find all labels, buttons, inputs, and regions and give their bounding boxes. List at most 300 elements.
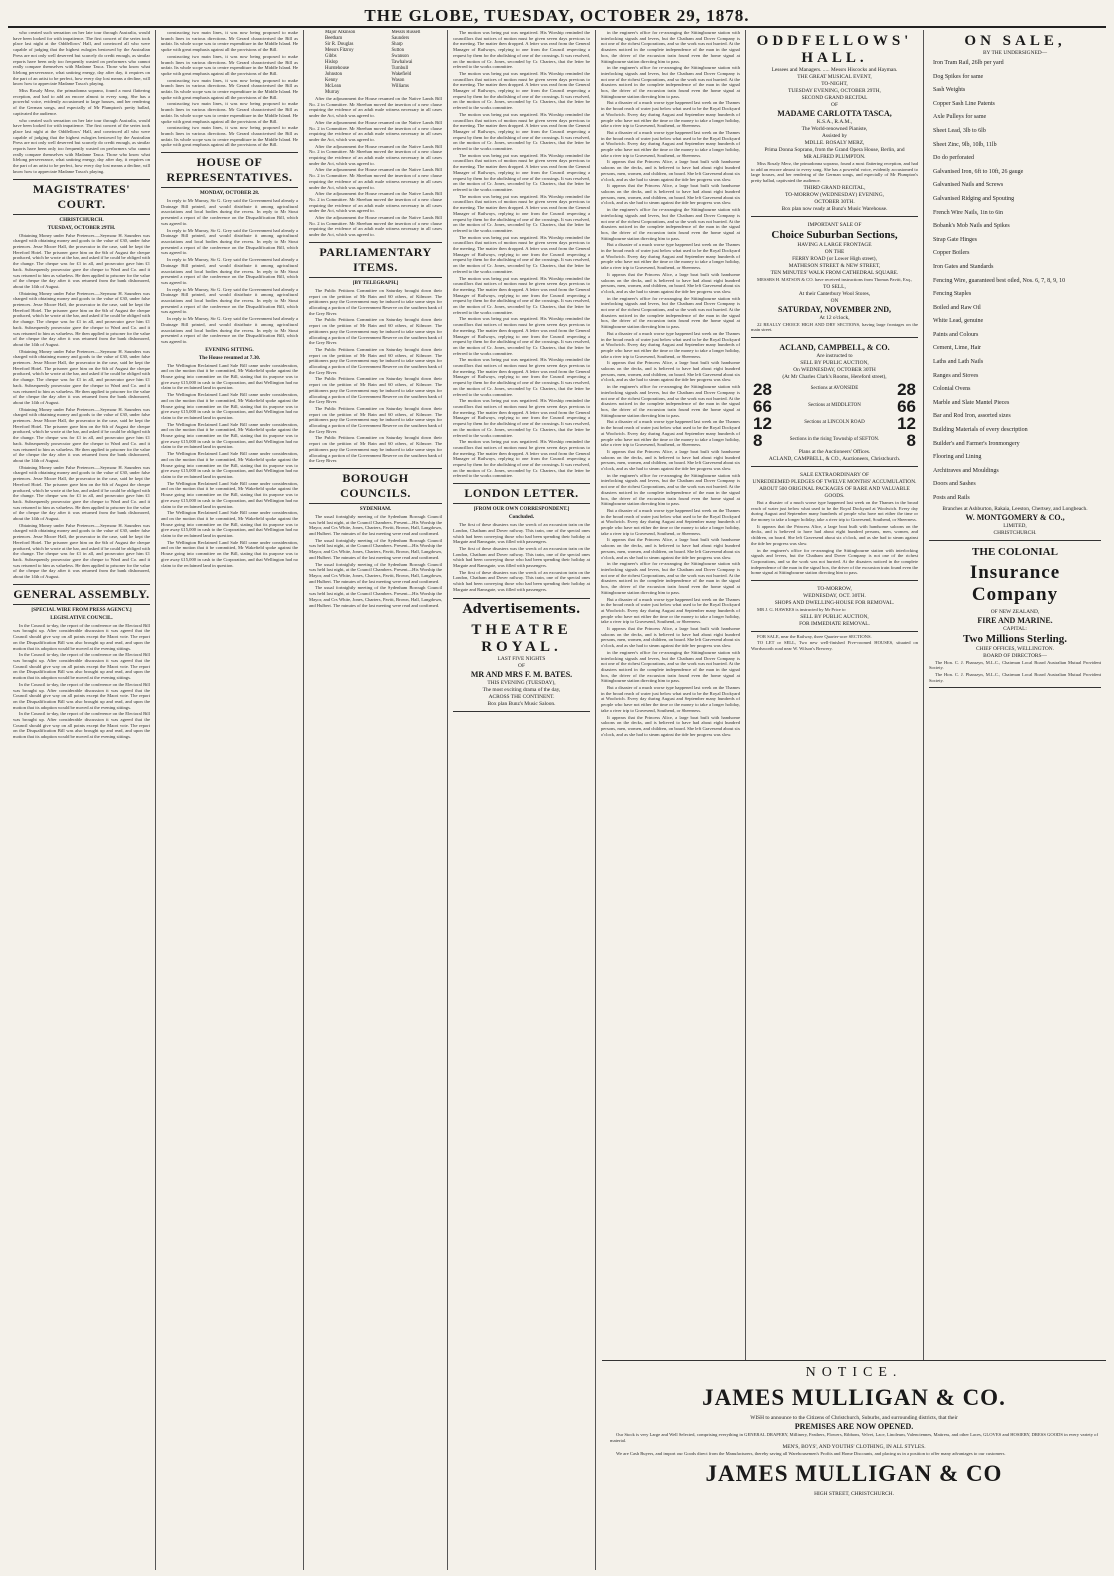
parliamentary-items-heading: PARLIAMENTARY ITEMS. xyxy=(309,242,442,278)
section-count-row xyxy=(751,415,918,432)
assembly-paragraph-3: In the Council to-day, the report of the conference on the Electoral Bill was brought up. After considerable discussion it was agreed that the Council should give way on all points except the Maori vote. The report on the Disqualification Bill was also brought up and read, and upon the motion that its adoption would be moved at the evening sittings. xyxy=(13,681,150,710)
sale-item: Colonial Ovens xyxy=(933,386,971,393)
sale-item: Building Materials of every description xyxy=(933,427,1028,434)
borough-paragraph-2: The usual fortnightly meeting of the Sydenham Borough Council was held last night, at the Council Chambers. Present—His Worship the Mayor, and Crs White, Jones, Charters, Pavitt, Brown, Hall, Langdown, and Hulbert. The minutes of the last meeting were read and confirmed. xyxy=(309,537,442,560)
london-letter-heading: LONDON LETTER. xyxy=(453,483,590,504)
col4-paragraph-7: The motion was being put was negatived. His Worship reminded the councillors that notices of motion must be given seven days previous to the meeting. The matter then dropped. A letter was read from the General Manager of Railways, replying to one from the Council respecting a request by them for the abolishing of one of the crossings. It was resolved, on the motion of Cr. Jones, seconded by Cr. Charters, that the letter be referred to the works committee. xyxy=(453,275,590,315)
acland-campbell-ad xyxy=(751,340,918,467)
london-paragraph: The first of these disasters was the wreck of an excursion train on the London, Chatham and Dover railway. This train, one of the special ones which had been conveying those who had been spending their holiday at Margate and Ramsgate, was filled with passengers. xyxy=(453,522,590,545)
hawkes-ad xyxy=(751,583,918,632)
sale-item: Marble and Slate Mantel Pieces xyxy=(933,399,1010,406)
firm-line: CHRISTCHURCH. xyxy=(993,529,1037,536)
hawkes-line: TO-MORROW, xyxy=(817,586,852,593)
hawkes-line: WEDNESDAY, OCT. 30TH. xyxy=(803,593,866,600)
insurance-line: OF NEW ZEALAND, xyxy=(990,608,1040,615)
suburban-sections-ad xyxy=(751,219,918,338)
acland-line: SELL BY PUBLIC AUCTION, xyxy=(800,359,869,366)
name-entry: Murray xyxy=(325,90,340,95)
sale-text xyxy=(751,322,918,333)
col5-paragraph-4: But a disaster of a much worse type happened last week on the Thames in the broad reach of water just below what used to be the Royal Dockyard at Woolwich. Every day during August and September many hundreds of people who have not either the time or the money to take a longer holiday, take a river trip to Gravesend, Southend, or Sheerness. xyxy=(601,129,740,158)
col4-paragraph: The motion was being put was negatived. His Worship reminded the councillors that notices of motion must be given seven days previous to the meeting. The matter then dropped. A letter was read from the General Manager of Railways, replying to one from the Council respecting a request by them for the abolishing of one of the crossings. It was resolved, on the motion of Cr. Jones, seconded by Cr. Charters, that the letter be referred to the works committee. xyxy=(453,30,590,70)
hall-line: K.S.A., R.A.M., xyxy=(816,119,853,125)
section-count: 12 xyxy=(753,413,772,433)
evening-paragraph-3: The Wellington Reclaimed Land Sale Bill came under consideration, and on the motion that it be committed, Mr Wakefield spoke against the House going into committee on the Bill, stating that its purpose was to give away £15,000 in cash to the Corporation, and that Wellington had no claim to the reclaimed land in question. xyxy=(161,421,298,450)
hall-line: Box plan now ready at Bunz's Music Warehouse. xyxy=(781,205,888,212)
section-count: 66 xyxy=(753,396,772,416)
colonial-insurance-ad xyxy=(929,543,1101,689)
col5-paragraph-7: in the engineer's office for re-arranging the Sittingbourne station with interlocking signals and levers, but the Chatham and Dover Company is not one of the richest Corporations, and so the work was not hurried. At the disasters noticed in the complete independence of the man in the signal box, the driver of the excursion train found even the home signal at Sittingbourne station directing him to pass. xyxy=(601,207,740,241)
concert-paragraph-3: who created such sensation on her late tour through Australia, would have been looked for with impatience. The first concert of the series took place last night at the Oddfellows' Hall, and convinced all who were capable of judging that the highest eulogies bestowed by the Australian Press are not only well deserved but scarcely do credit enough, as similar reports have been only too frequently wasted on performers who cannot really compare themselves with Madame Tasca. Those who know what lifelong perseverance, what untiring energy, day after day, it requires on the part of an artist to be perfect, how every day lost means a decline, will know how to appreciate Madame Tasca's playing. xyxy=(13,117,150,174)
hall-line: TO-NIGHT, xyxy=(821,81,848,87)
sale-line: At 12 o'clock, xyxy=(819,314,850,321)
sydenham-sub: SYDENHAM. xyxy=(359,505,392,512)
hawkes-paragraph: MR J. G. HAWKES is instructed by Mr Price to xyxy=(757,607,846,613)
col4-paragraph-11: The motion was being put was negatived. His Worship reminded the councillors that notices of motion must be given seven days previous to the meeting. The matter then dropped. A letter was read from the General Manager of Railways, replying to one from the Council respecting a request by them for the abolishing of one of the crossings. It was resolved, on the motion of Cr. Jones, seconded by Cr. Charters, that the letter be referred to the works committee. xyxy=(453,439,590,479)
notice-line: MEN'S, BOYS', AND YOUTHS' CLOTHING, IN ALL STYLES. xyxy=(782,1444,926,1451)
name-entry: Beetham xyxy=(325,36,343,41)
sale-line: ON THE xyxy=(824,248,845,255)
director-entry-2: The Hon. C. J. Pharazyn, M.L.C., Chairman Local Board Australian Mutual Provident Society. xyxy=(929,672,1101,683)
col5-paragraph-22: in the engineer's office for re-arranging the Sittingbourne station with interlocking signals and levers, but the Chatham and Dover Company is not one of the richest Corporations, and so the work was not hurried. At the disasters noticed in the complete independence of the man in the signal box, the driver of the excursion train found even the home signal at Sittingbourne station directing him to pass. xyxy=(601,649,740,684)
hall-performer: MADAME CARLOTTA TASCA, xyxy=(777,109,892,118)
hall-title: ODDFELLOWS' HALL. xyxy=(756,33,913,66)
col5-paragraph: in the engineer's office for re-arranging the Sittingbourne station with interlocking signals and levers, but the Chatham and Dover Company is not one of the richest Corporations, and so the work was not hurried. At the disasters noticed in the complete independence of the man in the signal box, the driver of the excursion train found even the home signal at Sittingbourne station directing him to pass. xyxy=(601,30,740,64)
small-ad: FOR SALE, near the Railway, three Quarter-acre SECTIONS. xyxy=(757,633,872,639)
column-1 xyxy=(8,30,156,1570)
hall-line: THE GREAT MUSICAL EVENT, xyxy=(797,74,872,80)
insurance-capital: Two Millions Sterling. xyxy=(963,632,1067,645)
column-5-text xyxy=(601,30,740,737)
notice-paragraph-2: We are Cash Buyers, and import our Goods direct from the Manufacturers, thereby saving all Warehousemen's Profits and Home Discounts, and placing us in a position to offer many advantages to our customers. xyxy=(616,1451,1006,1457)
section-count-row xyxy=(751,432,918,449)
column-3-text xyxy=(309,96,442,238)
col2-paragraph-2: constructing two main lines, it was now being proposed to make branch lines in various directions. Mr Gerard characterised the Bill as unfair. Its whole scope was to centre expenditure in the Middle Island. He spoke with great emphasis against all the provisions of the Bill. xyxy=(161,53,298,76)
column-2-text xyxy=(161,30,298,148)
col4-paragraph-2: The motion was being put was negatived. His Worship reminded the councillors that notices of motion must be given seven days previous to the meeting. The matter then dropped. A letter was read from the General Manager of Railways, replying to one from the Council respecting a request by them for the abolishing of one of the crossings. It was resolved, on the motion of Cr. Jones, seconded by Cr. Charters, that the letter be referred to the works committee. xyxy=(453,70,590,111)
col5-paragraph-13: in the engineer's office for re-arranging the Sittingbourne station with interlocking signals and levers, but the Chatham and Dover Company is not one of the richest Corporations, and so the work was not hurried. At the disasters noticed in the complete independence of the man in the signal box, the driver of the excursion train found even the home signal at Sittingbourne station directing him to pass. xyxy=(601,384,740,418)
hawkes-line: SELL BY PUBLIC AUCTION, xyxy=(800,613,869,620)
sale-line: TEN MINUTES' WALK FROM CATHEDRAL SQUARE. xyxy=(770,269,899,276)
house-paragraph-4: In reply to Mr Murray, Sir G. Grey said the Government had already a Drainage Bill printed, and would distribute it among agricultural associations and local bodies during the recess. In reply to Mr Stout presented a report of the conference on the Disqualification Bill, which was agreed to. xyxy=(161,286,298,315)
sale-line: FERRY ROAD (or Lower High street), xyxy=(792,255,877,262)
hall-line: THIRD GRAND RECITAL, xyxy=(803,184,866,191)
sale-paragraph-2: 22 REALLY CHOICE HIGH AND DRY SECTIONS, having large frontages on the main street. xyxy=(751,321,918,333)
parl-paragraph-2: The Public Petitions Committee on Saturday brought down their report on the petition of Mr Bain and 60 others, of Kilmore. The petitioners pray the Government may be induced to take some steps for allocating a portion of the Government Reserve on the southern bank of the Grey River. xyxy=(309,317,442,346)
section-count: 8 xyxy=(906,430,916,450)
pledge-text xyxy=(751,500,918,576)
hall-line: OF xyxy=(831,102,838,108)
hawkes-line: FOR IMMEDIATE REMOVAL. xyxy=(799,620,870,627)
concert-review xyxy=(13,30,150,175)
col5-paragraph-3: But a disaster of a much worse type happened last week on the Thames in the broad reach of water just below what used to be the Royal Dockyard at Woolwich. Every day during August and September many hundreds of people who have not either the time or the money to take a longer holiday, take a river trip to Gravesend, Southend, or Sheerness. xyxy=(601,100,740,129)
col5-paragraph-2: in the engineer's office for re-arranging the Sittingbourne station with interlocking signals and levers, but the Chatham and Dover Company is not one of the richest Corporations, and so the work was not hurried. At the disasters noticed in the complete independence of the man in the signal box, the driver of the excursion train found even the home signal at Sittingbourne station directing him to pass. xyxy=(601,65,740,99)
pledge-line: SALE EXTRAORDINARY OF xyxy=(800,471,869,478)
london-paragraph-3: The first of these disasters was the wreck of an excursion train on the London, Chatham and Dover railway. This train, one of the special ones which had been conveying those who had been spending their holiday at Margate and Ramsgate, was filled with passengers. xyxy=(453,569,590,592)
name-entry: Sharp xyxy=(391,42,403,47)
borough-body xyxy=(309,514,442,608)
column-5 xyxy=(596,30,746,1570)
acland-line: On WEDNESDAY, OCTOBER 30TH xyxy=(793,366,876,373)
sale-line: TO SELL, xyxy=(823,283,846,290)
sale-item: Copper Boilers xyxy=(933,250,970,257)
col4-paragraph-6: The motion was being put was negatived. His Worship reminded the councillors that notices of motion must be given seven days previous to the meeting. The matter then dropped. A letter was read from the General Manager of Railways, replying to one from the Council respecting a request by them for the abolishing of one of the crossings. It was resolved, on the motion of Cr. Jones, seconded by Cr. Charters, that the letter be referred to the works committee. xyxy=(453,234,590,274)
sale-item: Boiled and Raw Oil xyxy=(933,304,981,311)
insurance-title: THE COLONIAL xyxy=(972,545,1058,558)
col5-paragraph-19: in the engineer's office for re-arranging the Sittingbourne station with interlocking signals and levers, but the Chatham and Dover Company is not one of the richest Corporations, and so the work was not hurried. At the disasters noticed in the complete independence of the man in the signal box, the driver of the excursion train found even the home signal at Sittingbourne station directing him to pass. xyxy=(601,561,740,595)
house-paragraph-2: In reply to Mr Murray, Sir G. Grey said the Government had already a Drainage Bill printed, and would distribute it among agricultural associations and local bodies during the recess. In reply to Mr Stout presented a report of the conference on the Disqualification Bill, which was agreed to. xyxy=(161,227,298,256)
sale-item: Copper Sash Line Patents xyxy=(933,100,995,107)
name-entry: Hurstehouse xyxy=(325,66,349,71)
col5-paragraph-12: It appears that the Princess Alice, a large boat built with handsome saloons on the decks, and is believed to have had about eight hundred persons, men, women, and children, on board. She left Gravesend about six o'clock, and as she had to steam against the tide her progress was slow. xyxy=(601,360,740,383)
borough-councils-heading: BOROUGH COUNCILS. xyxy=(309,468,442,504)
section-count: 28 xyxy=(897,379,916,399)
sale-item: French Wire Nails, 1in to 6in xyxy=(933,209,1003,216)
section-count: 28 xyxy=(753,379,772,399)
col5-paragraph-9: It appears that the Princess Alice, a large boat built with handsome saloons on the decks, and is believed to have had about eight hundred persons, men, women, and children, on board. She left Gravesend about six o'clock, and as she had to steam against the tide her progress was slow. xyxy=(601,271,740,294)
theatre-royal-ad xyxy=(453,619,590,712)
name-entry: Major Atkinson xyxy=(325,30,356,35)
insurance-line: FIRE AND MARINE. xyxy=(977,615,1053,625)
name-entry: Messrs Russell xyxy=(391,30,421,35)
sale-item: Sheet Lead, 3lb to 6lb xyxy=(933,127,986,134)
sale-item: Bar and Rod Iron, assorted sizes xyxy=(933,413,1011,420)
notice-premises: PREMISES ARE NOW OPENED. xyxy=(794,1422,914,1431)
pledge-paragraph: But a disaster of a much worse type happened last week on the Thames in the broad reach of water just below what used to be the Royal Dockyard at Woolwich. Every day during August and September many hundreds of people who have not either the time or the money to take a longer holiday, take a river trip to Gravesend, Southend, or Sheerness. xyxy=(751,499,918,523)
concluded-sub: Concluded. xyxy=(508,514,535,521)
house-date: MONDAY, OCTOBER 28. xyxy=(199,190,260,197)
house-of-representatives-heading: HOUSE OF REPRESENTATIVES. xyxy=(161,152,298,188)
section-location: Sections at MIDDLETON xyxy=(808,403,861,409)
pledge-line: ABOUT 500 ORIGINAL PACKAGES OF RARE AND VALUABLE GOODS. xyxy=(759,485,910,499)
hall-line: TUESDAY EVENING, OCTOBER 29TH, xyxy=(788,88,881,94)
sale-title: Choice Suburban Sections, xyxy=(771,228,898,241)
house-paragraph-5: In reply to Mr Murray, Sir G. Grey said the Government had already a Drainage Bill printed, and would distribute it among agricultural associations and local bodies during the recess. In reply to Mr Stout presented a report of the conference on the Disqualification Bill, which was agreed to. xyxy=(161,316,298,344)
division-list xyxy=(309,30,442,96)
name-entry: Saunders xyxy=(391,36,410,41)
parl-paragraph-4: The Public Petitions Committee on Saturday brought down their report on the petition of Mr Bain and 60 others, of Kilmore. The petitioners pray the Government may be induced to take some steps for allocating a portion of the Government Reserve on the southern bank of the Grey River. xyxy=(309,376,442,405)
sale-item: Ranges and Stoves xyxy=(933,372,979,379)
hall-line: MR ALFRED PLUMPTON. xyxy=(803,154,866,160)
hall-line: Prima Donna Soprano, from the Grand Opera House, Berlin, and xyxy=(764,147,905,153)
london-body xyxy=(453,522,590,592)
name-entry: Messrs Fitzroy xyxy=(325,48,354,53)
director-entry: The Hon. C. J. Pharazyn, M.L.C., Chairman Local Board Australian Mutual Provident Society. xyxy=(929,659,1101,671)
assembly-sub: [SPECIAL WIRE FROM PRESS AGENCY.] xyxy=(31,606,132,613)
borough-paragraph-4: The usual fortnightly meeting of the Sydenham Borough Council was held last night, at the Council Chambers. Present—His Worship the Mayor, and Crs White, Jones, Charters, Pavitt, Brown, Hall, Langdown, and Hulbert. The minutes of the last meeting were read and confirmed. xyxy=(309,585,442,608)
col3-paragraph-2: After the adjournment the House resumed on the Native Lands Bill No. 2 in Committee. Mr Sheehan moved the insertion of a new clause requiring the evidence of an adult male witness necessary in all cases under the Act, which was agreed to. xyxy=(309,119,442,142)
advertisements-heading: Advertisements. xyxy=(453,598,590,617)
section-count: 66 xyxy=(897,396,916,416)
sale-item: Fencing Staples xyxy=(933,291,972,298)
mulligan-name: JAMES MULLIGAN & CO. xyxy=(702,1385,1006,1410)
section-count: 8 xyxy=(753,430,763,450)
firm-name: W. MONTGOMERY & CO., xyxy=(965,512,1065,522)
assembly-paragraph: In the Council to-day, the report of the conference on the Electoral Bill was brought up. After considerable discussion it was agreed that the Council should give way on all points except the Maori vote. The report on the Disqualification Bill was also brought up and read, and upon the motion that its adoption would be moved at the evening sittings. xyxy=(13,622,150,651)
sale-date: SATURDAY, NOVEMBER 2ND, xyxy=(777,304,892,314)
parl-paragraph: The Public Petitions Committee on Saturday brought down their report on the petition of Mr Bain and 60 others, of Kilmore. The petitioners pray the Government may be induced to take some steps for allocating a portion of the Government Reserve on the southern bank of the Grey River. xyxy=(309,287,442,316)
sale-item: Iron Tram Rail, 26lb per yard xyxy=(933,60,1004,66)
sale-item: Fencing Wire, guaranteed best oiled, Nos. 6, 7, 8, 9, 10 xyxy=(933,277,1066,284)
small-ad-2: TO LET or SELL, Two new well-finished Five-roomed HOUSES, situated on Wordsworth road near W. Wilson's Brewery. xyxy=(751,640,918,652)
col2-paragraph: constructing two main lines, it was now being proposed to make branch lines in various directions. Mr Gerard characterised the Bill as unfair. Its whole scope was to centre expenditure in the Middle Island. He spoke with great emphasis against all the provisions of the Bill. xyxy=(161,30,298,53)
notice-line: WISH to announce to the Citizens of Christchurch, Suburbs, and surrounding districts, that their xyxy=(750,1415,958,1421)
pledge-paragraph-2: It appears that the Princess Alice, a large boat built with handsome saloons on the decks, and is believed to have had about eight hundred persons, men, women, and children, on board. She left Gravesend about six o'clock, and as she had to steam against the tide her progress was slow. xyxy=(751,523,918,546)
name-entry: Hislop xyxy=(325,60,338,65)
division-names-right xyxy=(376,30,443,96)
evening-paragraph-6: The Wellington Reclaimed Land Sale Bill came under consideration, and on the motion that it be committed, Mr Wakefield spoke against the House going into committee on the Bill, stating that its purpose was to give away £15,000 in cash to the Corporation, and that Wellington had no claim to the reclaimed land in question. xyxy=(161,510,298,539)
branches-line: Branches at Ashburton, Rakaia, Leeston, Chertsey, and Longbeach. xyxy=(942,505,1088,512)
col5-paragraph-5: It appears that the Princess Alice, a large boat built with handsome saloons on the decks, and is believed to have had about eight hundred persons, men, women, and children, on board. She left Gravesend about six o'clock, and as she had to steam against the tide her progress was slow. xyxy=(601,159,740,182)
sale-item: White Lead, genuine xyxy=(933,318,984,325)
col5-paragraph-6: It appears that the Princess Alice, a large boat built with handsome saloons on the decks, and is believed to have had about eight hundred persons, men, women, and children, on board. She left Gravesend about six o'clock, and as she had to steam against the tide her progress was slow. xyxy=(601,183,740,206)
name-entry: Swanson xyxy=(391,54,409,59)
london-paragraph-2: The first of these disasters was the wreck of an excursion train on the London, Chatham and Dover railway. This train, one of the special ones which had been conveying those who had been spending their holiday at Margate and Ramsgate, was filled with passengers. xyxy=(453,545,590,569)
concert-paragraph: who created such sensation on her late tour through Australia, would have been looked for with impatience. The first concert of the series took place last night at the Oddfellows' Hall, and convinced all who were capable of judging that the highest eulogies bestowed by the Australian Press are not only well deserved but scarcely do credit enough, as similar reports have been only too frequently wasted on performers who cannot really compare themselves with Madame Tasca. Those who know what lifelong perseverance, what untiring energy, day after day, it requires on the part of an artist to be perfect, how every day lost means a decline, will know how to appreciate Madame Tasca's playing. xyxy=(13,30,150,87)
sale-item: Galvanised Nails and Screws xyxy=(933,182,1004,189)
theatre-line: LAST FIVE NIGHTS xyxy=(497,655,546,662)
col5-paragraph-15: It appears that the Princess Alice, a large boat built with handsome saloons on the decks, and is believed to have had about eight hundred persons, men, women, and children, on board. She left Gravesend about six o'clock, and as she had to steam against the tide her progress was slow. xyxy=(601,448,740,472)
section-location: Sections at LINCOLN ROAD xyxy=(804,420,865,426)
name-entry: Tawhaiwai xyxy=(391,60,413,65)
hall-line: Assisted by xyxy=(821,133,847,139)
section-count: 12 xyxy=(897,413,916,433)
hall-line: OCTOBER 30TH. xyxy=(814,198,855,205)
acland-line: (At Mr Charles Clark's Rooms, Hereford street), xyxy=(782,373,887,380)
magistrates-paragraph-2: Obtaining Money under False Pretences.—Seymour H. Saunders was charged with obtaining money and goods to the value of £30, under false pretences. Jesse Moore Hall, the prosecutor in the case, said he kept the Hereford Hotel. The prisoner gave him on the 6th of August the cheque produced, which he wrote at the bar, and asked if he could be obliged with the change. The cheque was for £1 in all, and prosecutor gave him £1 back. Subsequently prosecutor gave the cheque to Ward and Co. and it was returned to him as valueless. He then applied to prisoner for the value of the cheque the day after it was returned from the bank dishonored, about the 14th of August. xyxy=(13,290,150,347)
sale-item: Galvanised Ridging and Spouting xyxy=(933,195,1015,202)
col2-paragraph-5: constructing two main lines, it was now being proposed to make branch lines in various directions. Mr Gerard characterised the Bill as unfair. Its whole scope was to centre expenditure in the Middle Island. He spoke with great emphasis against all the provisions of the Bill. xyxy=(161,125,298,148)
column-2 xyxy=(156,30,304,1570)
col2-paragraph-3: constructing two main lines, it was now being proposed to make branch lines in various directions. Mr Gerard characterised the Bill as unfair. Its whole scope was to centre expenditure in the Middle Island. He spoke with great emphasis against all the provisions of the Bill. xyxy=(161,77,298,100)
col5-paragraph-21: It appears that the Princess Alice, a large boat built with handsome saloons on the decks, and is believed to have had about eight hundred persons, men, women, and children, on board. She left Gravesend about six o'clock, and as she had to steam against the tide her progress was slow. xyxy=(601,626,740,649)
hall-program xyxy=(751,161,918,184)
evening-sitting-sub: The House resumed at 7.30. xyxy=(198,354,261,361)
notice-text xyxy=(610,1432,1098,1443)
sale-item: Strap Gate Hinges xyxy=(933,236,977,243)
col5-paragraph-8: But a disaster of a much worse type happened last week on the Thames in the broad reach of water just below what used to be the Royal Dockyard at Woolwich. Every day during August and September many hundreds of people who have not either the time or the money to take a longer holiday, take a river trip to Gravesend, Southend, or Sheerness. xyxy=(601,242,740,271)
theatre-line: THIS EVENING (TUESDAY), xyxy=(487,679,556,686)
magistrates-place: CHRISTCHURCH. xyxy=(59,216,104,223)
magistrates-paragraph-5: Obtaining Money under False Pretences.—Seymour H. Saunders was charged with obtaining money and goods to the value of £30, under false pretences. Jesse Moore Hall, the prosecutor in the case, said he kept the Hereford Hotel. The prisoner gave him on the 6th of August the cheque produced, which he wrote at the bar, and asked if he could be obliged with the change. The cheque was for £1 in all, and prosecutor gave him £1 back. Subsequently prosecutor gave the cheque to Ward and Co. and it was returned to him as valueless. He then applied to prisoner for the value of the cheque the day after it was returned from the bank dishonored, about the 14th of August. xyxy=(13,464,150,522)
insurance-line: BOARD OF DIRECTORS— xyxy=(983,652,1047,659)
magistrates-paragraph: Obtaining Money under False Pretences.—Seymour H. Saunders was charged with obtaining money and goods to the value of £30, under false pretences. Jesse Moore Hall, the prosecutor in the case, said he kept the Hereford Hotel. The prisoner gave him on the 6th of August the cheque produced, which he wrote at the bar, and asked if he could be obliged with the change. The cheque was for £1 in all, and prosecutor gave him £1 back. Subsequently prosecutor gave the cheque to Ward and Co. and it was returned to him as valueless. He then applied to prisoner for the value of the cheque the day after it was returned from the bank dishonored, about the 14th of August. xyxy=(13,232,150,289)
house-body xyxy=(161,198,298,345)
acland-line: Plans at the Auctioneers' Offices. xyxy=(798,448,871,455)
division-names-left xyxy=(309,30,376,96)
acland-line: ACLAND, CAMPBELL, & CO., Auctioneers, Christchurch. xyxy=(768,455,901,462)
legislative-council-sub: LEGISLATIVE COUNCIL. xyxy=(50,614,113,621)
theatre-line: ACROSS THE CONTINENT. xyxy=(488,693,555,700)
hawkes-line: SHOPS AND DWELLING-HOUSE FOR REMOVAL. xyxy=(774,600,895,607)
col4-paragraph-8: The motion was being put was negatived. His Worship reminded the councillors that notices of motion must be given seven days previous to the meeting. The matter then dropped. A letter was read from the General Manager of Railways, replying to one from the Council respecting a request by them for the abolishing of one of the crossings. It was resolved, on the motion of Cr. Jones, seconded by Cr. Charters, that the letter be referred to the works committee. xyxy=(453,316,590,356)
sale-text xyxy=(751,277,918,283)
on-sale-sub: BY THE UNDERSIGNED— xyxy=(982,50,1048,56)
name-entry: Sutton xyxy=(391,48,405,53)
col5-paragraph-11: But a disaster of a much worse type happened last week on the Thames in the broad reach of water just below what used to be the Royal Dockyard at Woolwich. Every day during August and September many hundreds of people who have not either the time or the money to take a longer holiday, take a river trip to Gravesend, Southend, or Sheerness. xyxy=(601,330,740,359)
assembly-body xyxy=(13,623,150,740)
col5-paragraph-24: It appears that the Princess Alice, a large boat built with handsome saloons on the decks, and is believed to have had about eight hundred persons, men, women, and children, on board. She left Gravesend about six o'clock, and as she had to steam against the tide her progress was slow. xyxy=(601,714,740,737)
section-count-row xyxy=(751,398,918,415)
column-3 xyxy=(304,30,448,1570)
col5-paragraph-14: But a disaster of a much worse type happened last week on the Thames in the broad reach of water just below what used to be the Royal Dockyard at Woolwich. Every day during August and September many hundreds of people who have not either the time or the money to take a longer holiday, take a river trip to Gravesend, Southend, or Sheerness. xyxy=(601,419,740,448)
name-entry: Johnston xyxy=(325,72,343,77)
pledge-line: UNREDEEMED PLEDGES OF TWELVE MONTHS' ACCUMULATION. xyxy=(752,478,917,485)
section-location: Sections at AVONSIDE xyxy=(810,386,859,392)
telegraph-sub: [BY TELEGRAPH.] xyxy=(352,279,399,286)
col2-paragraph-4: constructing two main lines, it was now being proposed to make branch lines in various directions. Mr Gerard characterised the Bill as unfair. Its whole scope was to centre expenditure in the Middle Island. He spoke with great emphasis against all the provisions of the Bill. xyxy=(161,101,298,124)
hall-program-text: Miss Rosaly Merz, the primadonna soprano, found a most flattering reception, and had to add an encore almost to every song. She has a powerful voice, evidently accustomed to large houses, and her rendering of the German songs, and especially of Mr Plumpton's pretty ballad, captivated the audience. xyxy=(751,161,918,184)
col3-paragraph: After the adjournment the House resumed on the Native Lands Bill No. 2 in Committee. Mr Sheehan moved the insertion of a new clause requiring the evidence of an adult male witness necessary in all cases under the Act, which was agreed to. xyxy=(309,96,442,119)
sale-item: Sash Weights xyxy=(933,87,966,94)
sale-item: Iron Gates and Standards xyxy=(933,263,994,270)
col3-paragraph-4: After the adjournment the House resumed on the Native Lands Bill No. 2 in Committee. Mr Sheehan moved the insertion of a new clause requiring the evidence of an adult male witness necessary in all cases under the Act, which was agreed to. xyxy=(309,167,442,190)
sale-item: Laths and Lath Nails xyxy=(933,359,984,366)
sale-item: Cement, Lime, Hair xyxy=(933,345,981,352)
col5-paragraph-20: But a disaster of a much worse type happened last week on the Thames in the broad reach of water just below what used to be the Royal Dockyard at Woolwich. Every day during August and September many hundreds of people who have not either the time or the money to take a longer holiday, take a river trip to Gravesend, Southend, or Sheerness. xyxy=(601,596,740,625)
house-paragraph-3: In reply to Mr Murray, Sir G. Grey said the Government had already a Drainage Bill printed, and would distribute it among agricultural associations and local bodies during the recess. In reply to Mr Stout presented a report of the conference on the Disqualification Bill, which was agreed to. xyxy=(161,257,298,285)
firm-line: LIMITED, xyxy=(1003,522,1027,529)
mulligan-notice xyxy=(602,1360,1106,1570)
pledge-paragraph-3: in the engineer's office for re-arranging the Sittingbourne station with interlocking signals and levers, but the Chatham and Dover Company is not one of the richest Corporations, and so the work was not hurried. At the disasters noticed in the complete independence of the man in the signal box, the driver of the excursion train found even the home signal at Sittingbourne station directing him to pass. xyxy=(751,547,918,576)
name-entry: Kenny xyxy=(325,78,338,83)
masthead-title: THE GLOBE, TUESDAY, OCTOBER 29, 1878. xyxy=(364,6,750,25)
small-ads xyxy=(751,634,918,652)
sale-item: Bobank's Mob Nails and Spikes xyxy=(933,223,1010,230)
name-entry: Williams xyxy=(391,84,409,89)
sale-item: Galvanised Iron, 6ft to 10ft, 26 gauge xyxy=(933,168,1024,175)
theatre-actors: MR AND MRS F. M. BATES. xyxy=(470,669,573,679)
parl-paragraph-3: The Public Petitions Committee on Saturday brought down their report on the petition of Mr Bain and 60 others, of Kilmore. The petitioners pray the Government may be induced to take some steps for allocating a portion of the Government Reserve on the southern bank of the Grey River. xyxy=(309,346,442,375)
insurance-directors xyxy=(929,660,1101,684)
parl-paragraph-6: The Public Petitions Committee on Saturday brought down their report on the petition of Mr Bain and 60 others, of Kilmore. The petitioners pray the Government may be induced to take some steps for allocating a portion of the Government Reserve on the southern bank of the Grey River. xyxy=(309,435,442,464)
theatre-line: Box plan Bunz's Music Saloon. xyxy=(487,700,556,707)
col3-paragraph-5: After the adjournment the House resumed on the Native Lands Bill No. 2 in Committee. Mr Sheehan moved the insertion of a new clause requiring the evidence of an adult male witness necessary in all cases under the Act, which was agreed to. xyxy=(309,191,442,214)
col4-paragraph-5: The motion was being put was negatived. His Worship reminded the councillors that notices of motion must be given seven days previous to the meeting. The matter then dropped. A letter was read from the General Manager of Railways, replying to one from the Council respecting a request by them for the abolishing of one of the crossings. It was resolved, on the motion of Cr. Jones, seconded by Cr. Charters, that the letter be referred to the works committee. xyxy=(453,193,590,233)
name-entry: Wakefield xyxy=(391,72,412,77)
magistrates-body xyxy=(13,233,150,580)
col4-paragraph-9: The motion was being put was negatived. His Worship reminded the councillors that notices of motion must be given seven days previous to the meeting. The matter then dropped. A letter was read from the General Manager of Railways, replying to one from the Council respecting a request by them for the abolishing of one of the crossings. It was resolved, on the motion of Cr. Jones, seconded by Cr. Charters, that the letter be referred to the works committee. xyxy=(453,357,590,397)
col5-paragraph-16: in the engineer's office for re-arranging the Sittingbourne station with interlocking signals and levers, but the Chatham and Dover Company is not one of the richest Corporations, and so the work was not hurried. At the disasters noticed in the complete independence of the man in the signal box, the driver of the excursion train found even the home signal at Sittingbourne station directing him to pass. xyxy=(601,472,740,507)
section-count-row xyxy=(751,381,918,398)
mulligan-footer: JAMES MULLIGAN & CO xyxy=(705,1461,1003,1487)
col5-paragraph-10: in the engineer's office for re-arranging the Sittingbourne station with interlocking signals and levers, but the Chatham and Dover Company is not one of the richest Corporations, and so the work was not hurried. At the disasters noticed in the complete independence of the man in the signal box, the driver of the excursion train found even the home signal at Sittingbourne station directing him to pass. xyxy=(601,295,740,330)
sale-item: Do do perforated xyxy=(933,155,974,162)
hall-line: Lessees and Managers. ..... Messrs Hiscocks and Hayman. xyxy=(771,67,898,73)
evening-paragraph-2: The Wellington Reclaimed Land Sale Bill came under consideration, and on the motion that it be committed, Mr Wakefield spoke against the House going into committee on the Bill, stating that its purpose was to give away £15,000 in cash to the Corporation, and that Wellington had no claim to the reclaimed land in question. xyxy=(161,392,298,420)
notice-address: HIGH STREET, CHRISTCHURCH. xyxy=(814,1491,894,1498)
name-entry: McLean xyxy=(325,84,341,89)
evening-paragraph: The Wellington Reclaimed Land Sale Bill came under consideration, and on the motion that it be committed, Mr Wakefield spoke against the House going into committee on the Bill, stating that its purpose was to give away £15,000 in cash to the Corporation, and that Wellington had no claim to the reclaimed land in question. xyxy=(161,362,298,391)
columns xyxy=(8,30,1106,1570)
hall-line: The World-renowned Pianiste, xyxy=(801,126,868,132)
col5-paragraph-18: It appears that the Princess Alice, a large boat built with handsome saloons on the decks, and is believed to have had about eight hundred persons, men, women, and children, on board. She left Gravesend about six o'clock, and as she had to steam against the tide her progress was slow. xyxy=(601,537,740,560)
borough-paragraph-3: The usual fortnightly meeting of the Sydenham Borough Council was held last night, at the Council Chambers. Present—His Worship the Mayor, and Crs White, Jones, Charters, Pavitt, Brown, Hall, Langdown, and Hulbert. The minutes of the last meeting were read and confirmed. xyxy=(309,561,442,584)
theatre-line: The most exciting drama of the day, xyxy=(482,686,561,693)
acland-title: ACLAND, CAMPBELL, & CO. xyxy=(779,342,890,352)
magistrates-paragraph-6: Obtaining Money under False Pretences.—Seymour H. Saunders was charged with obtaining money and goods to the value of £30, under false pretences. Jesse Moore Hall, the prosecutor in the case, said he kept the Hereford Hotel. The prisoner gave him on the 6th of August the cheque produced, which he wrote at the bar, and asked if he could be obliged with the change. The cheque was for £1 in all, and prosecutor gave him £1 back. Subsequently prosecutor gave the cheque to Ward and Co. and it was returned to him as valueless. He then applied to prisoner for the value of the cheque the day after it was returned from the bank dishonored, about the 14th of August. xyxy=(13,522,150,580)
evening-paragraph-5: The Wellington Reclaimed Land Sale Bill came under consideration, and on the motion that it be committed, Mr Wakefield spoke against the House going into committee on the Bill, stating that its purpose was to give away £15,000 in cash to the Corporation, and that Wellington had no claim to the reclaimed land in question. xyxy=(161,480,298,509)
magistrates-heading: MAGISTRATES' COURT. xyxy=(13,179,150,215)
sale-paragraph: MESSRS H. MATSON & CO. have received instructions from Thomas Pavitt, Esq., xyxy=(757,276,913,282)
col5-paragraph-23: But a disaster of a much worse type happened last week on the Thames in the broad reach of water just below what used to be the Royal Dockyard at Woolwich. Every day during August and September many hundreds of people who have not either the time or the money to take a longer holiday, take a river trip to Gravesend, Southend, or Sheerness. xyxy=(601,685,740,713)
assembly-paragraph-2: In the Council to-day, the report of the conference on the Electoral Bill was brought up. After considerable discussion it was agreed that the Council should give way on all points except the Maori vote. The report on the Disqualification Bill was also brought up and read, and upon the motion that its adoption would be moved at the evening sittings. xyxy=(13,652,150,681)
hall-line: TO-MORROW (WEDNESDAY) EVENING, xyxy=(785,191,884,198)
sale-item: Dog Spikes for same xyxy=(933,73,984,80)
col5-paragraph-17: But a disaster of a much worse type happened last week on the Thames in the broad reach of water just below what used to be the Royal Dockyard at Woolwich. Every day during August and September many hundreds of people who have not either the time or the money to take a longer holiday, take a river trip to Gravesend, Southend, or Sheerness. xyxy=(601,507,740,536)
assembly-paragraph-4: In the Council to-day, the report of the conference on the Electoral Bill was brought up. After considerable discussion it was agreed that the Council should give way on all points except the Maori vote. The report on the Disqualification Bill was also brought up and read, and upon the motion that its adoption would be moved at the evening sittings. xyxy=(13,711,150,740)
sale-line: ON xyxy=(830,297,839,304)
name-entry: Wason xyxy=(391,78,405,83)
name-entry: Sir R. Douglas xyxy=(325,42,354,47)
magistrates-date: TUESDAY, OCTOBER 29TH. xyxy=(47,224,116,231)
evening-sitting-heading: EVENING SITTING. xyxy=(205,346,254,353)
sale-line: MATHESON STREET & NEW STREET, xyxy=(788,262,881,269)
evening-body xyxy=(161,363,298,569)
on-sale-title: ON SALE, xyxy=(964,33,1066,49)
col3-paragraph-6: After the adjournment the House resumed on the Native Lands Bill No. 2 in Committee. Mr Sheehan moved the insertion of a new clause requiring the evidence of an adult male witness necessary in all cases under the Act, which was agreed to. xyxy=(309,215,442,238)
general-assembly-heading: GENERAL ASSEMBLY. xyxy=(13,584,150,605)
theatre-line: OF xyxy=(518,662,525,669)
sale-item: Builder's and Farmer's Ironmongery xyxy=(933,440,1020,447)
hall-line: MDLLE. ROSALY MERZ, xyxy=(804,140,865,146)
parliamentary-body xyxy=(309,288,442,464)
col4-paragraph-4: The motion was being put was negatived. His Worship reminded the councillors that notices of motion must be given seven days previous to the meeting. The matter then dropped. A letter was read from the General Manager of Railways, replying to one from the Council respecting a request by them for the abolishing of one of the crossings. It was resolved, on the motion of Cr. Jones, seconded by Cr. Charters, that the letter be referred to the works committee. xyxy=(453,152,590,192)
insurance-line: CHIEF OFFICES, WELLINGTON. xyxy=(976,645,1054,652)
sale-item: Doors and Sashes xyxy=(933,481,976,488)
col4-paragraph-3: The motion was being put was negatived. His Worship reminded the councillors that notices of motion must be given seven days previous to the meeting. The matter then dropped. A letter was read from the General Manager of Railways, replying to one from the Council respecting a request by them for the abolishing of one of the crossings. It was resolved, on the motion of Cr. Jones, seconded by Cr. Charters, that the letter be referred to the works committee. xyxy=(453,111,590,152)
insurance-line: CAPITAL: xyxy=(1003,625,1027,632)
sale-line: At their Canterbury Wool Stores, xyxy=(798,290,871,297)
hawkes-text xyxy=(751,607,918,613)
section-location: Sections in the rising Township of SEFTON. xyxy=(789,437,880,443)
concert-paragraph-2: Miss Rosaly Merz, the primadonna soprano, found a most flattering reception, and had to add an encore almost to every song. She has a powerful voice, evidently accustomed to large houses, and her rendering of the German songs, and especially of Mr Plumpton's pretty ballad, captivated the audience. xyxy=(13,88,150,116)
unredeemed-pledges-ad xyxy=(751,469,918,581)
column-4-text xyxy=(453,30,590,479)
evening-paragraph-7: The Wellington Reclaimed Land Sale Bill came under consideration, and on the motion that it be committed, Mr Wakefield spoke against the House going into committee on the Bill, stating that its purpose was to give away £15,000 in cash to the Corporation, and that Wellington had no claim to the reclaimed land in question. xyxy=(161,539,298,568)
correspondent-sub: [FROM OUR OWN CORRESPONDENT.] xyxy=(473,506,570,513)
hall-line: SECOND GRAND RECITAL xyxy=(801,95,868,101)
evening-paragraph-4: The Wellington Reclaimed Land Sale Bill came under consideration, and on the motion that it be committed, Mr Wakefield spoke against the House going into committee on the Bill, stating that its purpose was to give away £15,000 in cash to the Corporation, and that Wellington had no claim to the reclaimed land in question. xyxy=(161,451,298,479)
sale-item: Paints and Colours xyxy=(933,331,979,338)
column-4 xyxy=(448,30,596,1570)
column-7 xyxy=(924,30,1106,1570)
name-entry: Turnbull xyxy=(391,66,409,71)
sale-heading: IMPORTANT SALE OF xyxy=(807,221,862,228)
house-paragraph: In reply to Mr Murray, Sir G. Grey said the Government had already a Drainage Bill printed, and would distribute it among agricultural associations and local bodies during the recess. In reply to Mr Stout presented a report of the conference on the Disqualification Bill, which was agreed to. xyxy=(161,198,298,226)
sale-item: Architraves and Mouldings xyxy=(933,467,999,474)
parl-paragraph-5: The Public Petitions Committee on Saturday brought down their report on the petition of Mr Bain and 60 others, of Kilmore. The petitioners pray the Government may be induced to take some steps for allocating a portion of the Government Reserve on the southern bank of the Grey River. xyxy=(309,405,442,434)
notice-text xyxy=(610,1451,1098,1457)
col4-paragraph-10: The motion was being put was negatived. His Worship reminded the councillors that notices of motion must be given seven days previous to the meeting. The matter then dropped. A letter was read from the General Manager of Railways, replying to one from the Council respecting a request by them for the abolishing of one of the crossings. It was resolved, on the motion of Cr. Jones, seconded by Cr. Charters, that the letter be referred to the works committee. xyxy=(453,398,590,438)
column-6 xyxy=(746,30,924,1570)
sale-item: Sheet Zinc, 9lb, 10lb, 11lb xyxy=(933,141,997,148)
insurance-name: Insurance Company xyxy=(969,561,1061,605)
theatre-title: THEATRE ROYAL. xyxy=(471,621,572,655)
on-sale-ad xyxy=(929,30,1101,541)
sale-item: Posts and Rails xyxy=(933,495,970,501)
magistrates-paragraph-4: Obtaining Money under False Pretences.—Seymour H. Saunders was charged with obtaining money and goods to the value of £30, under false pretences. Jesse Moore Hall, the prosecutor in the case, said he kept the Hereford Hotel. The prisoner gave him on the 6th of August the cheque produced, which he wrote at the bar, and asked if he could be obliged with the change. The cheque was for £1 in all, and prosecutor gave him £1 back. Subsequently prosecutor gave the cheque to Ward and Co. and it was returned to him as valueless. He then applied to prisoner for the value of the cheque the day after it was returned from the bank dishonored, about the 14th of August. xyxy=(13,406,150,463)
borough-paragraph: The usual fortnightly meeting of the Sydenham Borough Council was held last night, at the Council Chambers. Present—His Worship the Mayor, and Crs White, Jones, Charters, Pavitt, Brown, Hall, Langdown, and Hulbert. The minutes of the last meeting were read and confirmed. xyxy=(309,513,442,537)
name-entry: Gibbs xyxy=(325,54,337,59)
masthead xyxy=(8,6,1106,28)
sale-line: HAVING A LARGE FRONTAGE xyxy=(797,241,872,248)
acland-line: Are instructed to xyxy=(816,352,853,359)
col3-paragraph-3: After the adjournment the House resumed on the Native Lands Bill No. 2 in Committee. Mr Sheehan moved the insertion of a new clause requiring the evidence of an adult male witness necessary in all cases under the Act, which was agreed to. xyxy=(309,143,442,166)
sale-items-list xyxy=(929,57,1101,506)
magistrates-paragraph-3: Obtaining Money under False Pretences.—Seymour H. Saunders was charged with obtaining money and goods to the value of £30, under false pretences. Jesse Moore Hall, the prosecutor in the case, said he kept the Hereford Hotel. The prisoner gave him on the 6th of August the cheque produced, which he wrote at the bar, and asked if he could be obliged with the change. The cheque was for £1 in all, and prosecutor gave him £1 back. Subsequently prosecutor gave the cheque to Ward and Co. and it was returned to him as valueless. He then applied to prisoner for the value of the cheque the day after it was returned from the bank dishonored, about the 14th of August. xyxy=(13,348,150,405)
sale-item: Flooring and Lining xyxy=(933,454,982,461)
notice-paragraph: Our Stock is very Large and Well Selected, comprising everything in GENERAL DRAPERY, Millinery, Feathers, Flowers, Ribbons, Velvet, Lace, Linoleum, Valenciennes, Mattress, and other Laces, GLOVES and HOSIERY, DRESS GOODS in every variety of material. xyxy=(610,1432,1098,1443)
